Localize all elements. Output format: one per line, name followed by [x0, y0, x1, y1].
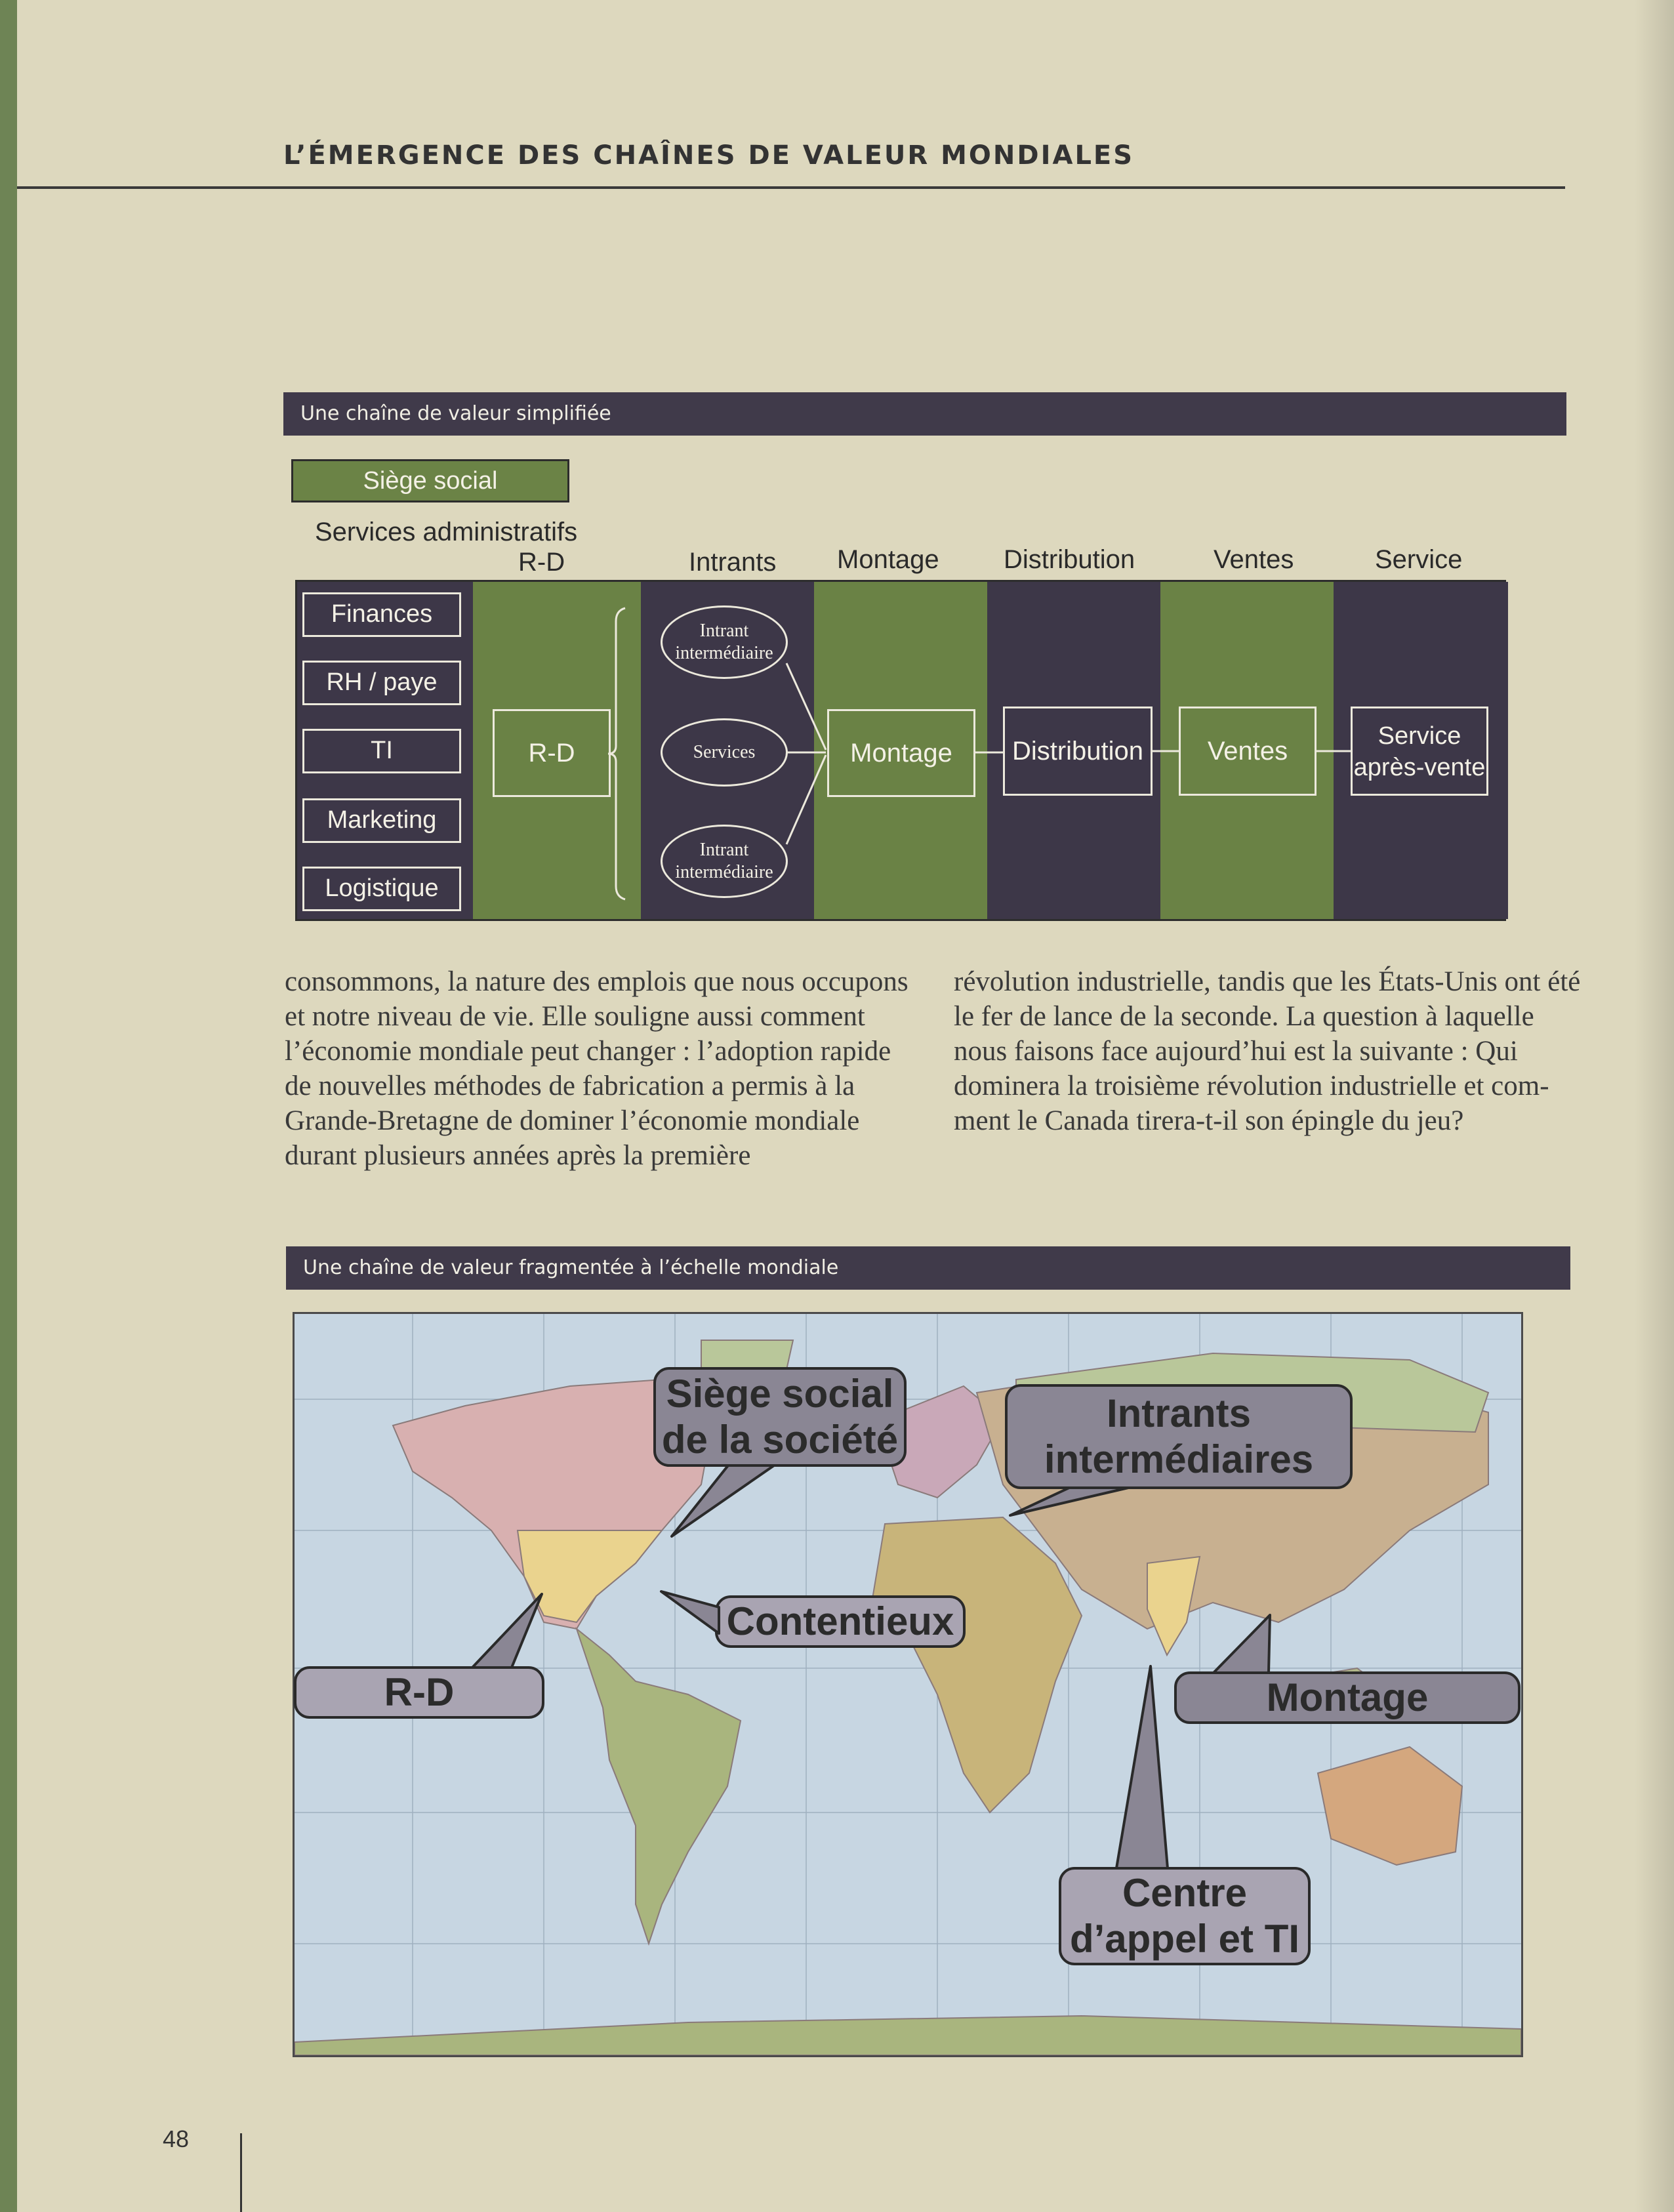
column-head-admin: Services administratifs: [315, 518, 578, 546]
admin-item-hr: RH / paye: [302, 661, 461, 705]
column-head-rd: R-D: [518, 548, 565, 577]
rd-box: R-D: [493, 709, 611, 797]
page-number: 48: [163, 2125, 190, 2152]
callout-rd: R-D: [294, 1666, 544, 1719]
column-head-service: Service: [1375, 545, 1463, 574]
assembly-box: Montage: [827, 709, 975, 797]
body-text-right: révolution industrielle, tandis que les États-Unis ont été le fer de lance de la seconde. La question à laquelle nous faisons face aujourd’hui est la suivante : Qui dominera la troisième révolution industrielle et comment le Canada tirera-t-il son épingle du jeu?: [954, 966, 1581, 1136]
admin-item-logistics: Logistique: [302, 867, 461, 911]
callout-assembly: Montage: [1174, 1671, 1521, 1724]
admin-item-it: TI: [302, 729, 461, 773]
column-head-sales: Ventes: [1214, 545, 1294, 574]
callout-call-center-it: Centre d’appel et TI: [1059, 1867, 1311, 1965]
admin-item-marketing: Marketing: [302, 798, 461, 843]
body-text-left: consommons, la nature des emplois que nous occupons et notre niveau de vie. Elle souligne aussi comment l’économie mondiale peut changer : l’adoption rapide de nouvelles méthodes de fabrication a permis à la Grande-Bretagne de dominer l’économie mondiale durant plusieurs années après la première: [285, 966, 908, 1171]
figure1-caption: Une chaîne de valeur simplifiée: [283, 392, 1566, 436]
column-head-inputs: Intrants: [689, 548, 777, 577]
input-ellipse-bottom: Intrant intermédiaire: [661, 825, 788, 898]
figure2-caption: Une chaîne de valeur fragmentée à l’échelle mondiale: [286, 1246, 1570, 1290]
footer-rule: [240, 2133, 242, 2212]
callout-intermediate-inputs: Intrants intermédiaires: [1005, 1384, 1353, 1489]
admin-item-finances: Finances: [302, 592, 461, 637]
callout-headquarters: Siège social de la société: [653, 1367, 907, 1467]
hq-box: Siège social: [291, 459, 569, 502]
after-sales-box: Service après-vente: [1351, 707, 1488, 796]
callout-litigation: Contentieux: [715, 1595, 966, 1648]
running-title: L’ÉMERGENCE DES CHAÎNES DE VALEUR MONDIALES: [283, 140, 1135, 171]
distribution-box: Distribution: [1003, 707, 1153, 796]
sales-box: Ventes: [1179, 707, 1317, 796]
input-ellipse-services: Services: [661, 718, 788, 787]
column-head-distribution: Distribution: [1004, 545, 1135, 574]
column-head-assembly: Montage: [837, 545, 939, 574]
input-ellipse-top: Intrant intermédiaire: [661, 605, 788, 679]
